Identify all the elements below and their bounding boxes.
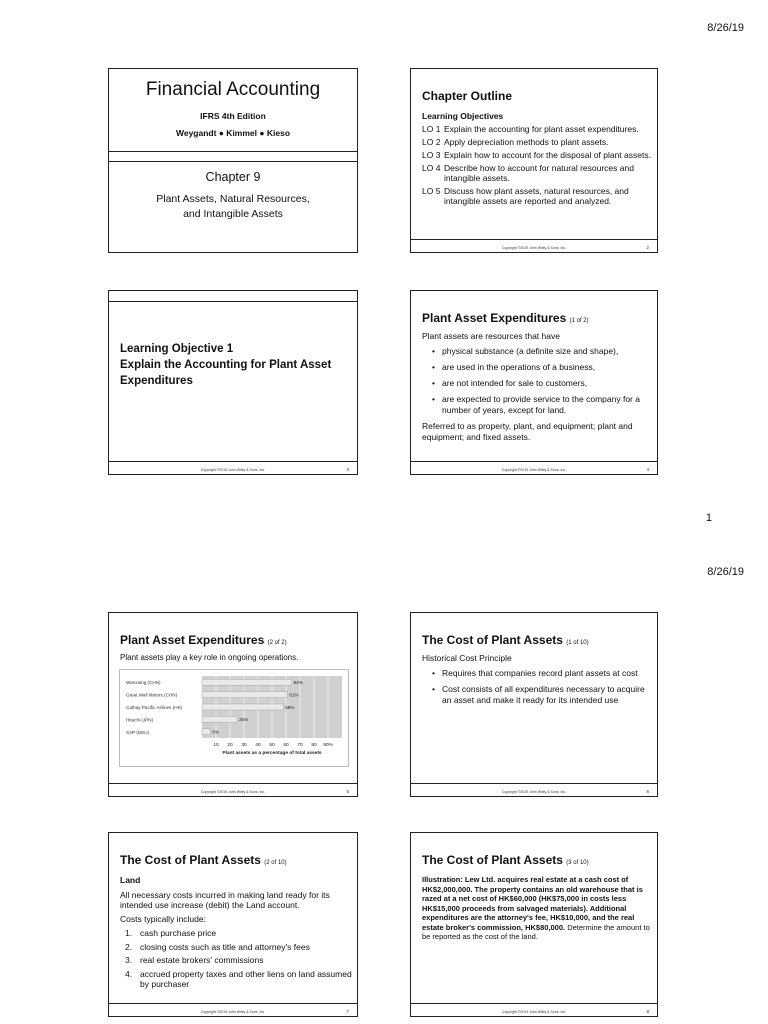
slide-title-heading: Financial Accounting <box>145 79 321 100</box>
header-divider <box>109 301 357 302</box>
slide-plant-asset-expenditures-1 <box>410 290 658 475</box>
slide-subheading: Learning Objectives <box>422 111 504 121</box>
page-date: 8/26/19 <box>707 566 744 578</box>
footer-divider <box>109 1003 357 1004</box>
slide-number: 8 <box>646 1009 649 1014</box>
bar-chart <box>120 670 348 766</box>
slide-number: 3 <box>346 467 349 472</box>
list-item: • are expected to provide service to the company for a number of years, except for land. <box>422 394 652 416</box>
value-label: 58% <box>285 704 295 710</box>
tick-label: 20 <box>227 743 233 748</box>
bar <box>202 704 283 710</box>
numbered-list <box>120 928 352 990</box>
footer-divider <box>109 461 357 462</box>
bar <box>202 692 287 698</box>
slide-subtitle-line2: and Intangible Assets <box>183 208 283 220</box>
list-number: 2. <box>125 941 133 952</box>
objective-key: LO 2 <box>422 137 441 147</box>
objective-key: LO 1 <box>422 124 441 134</box>
slide-heading-note: (1 of 10) <box>566 640 589 646</box>
list-text: closing costs such as title and attorney's fees <box>140 941 310 952</box>
value-label: 64% <box>293 680 303 685</box>
objective-key: LO 4 <box>422 163 441 173</box>
slide-subheading: Land <box>120 875 141 885</box>
slide-heading-note: (2 of 10) <box>264 860 287 866</box>
footer-divider <box>411 239 657 240</box>
list-item: • Cost consists of all expenditures necessary to acquire an asset and make it ready for its intended use <box>422 684 652 706</box>
list-item <box>422 186 652 206</box>
bar <box>202 679 292 685</box>
paragraph: All necessary costs incurred in making land ready for its intended use increase (debit) the Land account. <box>120 889 330 910</box>
objective-key: LO 3 <box>422 150 441 160</box>
slide-body <box>422 653 652 711</box>
slide-number: 2 <box>646 245 649 250</box>
copyright: Copyright ©2019 John Wiley & Sons, Inc. <box>200 790 266 794</box>
objective-title <box>120 341 331 389</box>
list-item <box>422 150 652 160</box>
category-label: Great Wall Motors (CHN) <box>126 692 178 698</box>
slide-subheading: Historical Cost Principle <box>422 653 512 663</box>
tick-label: 10 <box>213 743 219 748</box>
footer-divider <box>411 783 657 784</box>
tick-label: 60 <box>283 743 289 748</box>
value-label: 61% <box>289 692 299 698</box>
copyright: Copyright ©2019 John Wiley & Sons, Inc. <box>501 468 567 472</box>
slide-number: 5 <box>346 789 349 794</box>
slide-number: 6 <box>646 789 649 794</box>
slide-heading-text: The Cost of Plant Assets <box>422 853 563 867</box>
list-item <box>120 942 352 953</box>
closing-text: Referred to as property, plant, and equipment; plant and equipment; and fixed assets. <box>422 421 633 442</box>
slide-chapter-outline <box>410 68 658 253</box>
list-item <box>422 163 652 183</box>
slide-heading-text: Plant Asset Expenditures <box>120 633 265 647</box>
list-item <box>422 124 652 134</box>
slide-number: 7 <box>346 1009 349 1014</box>
slide-heading <box>120 633 287 647</box>
category-label: Hitachi (JPN) <box>126 717 154 723</box>
slide-authors: Weygandt ● Kimmel ● Kieso <box>175 128 291 138</box>
slide-number: 4 <box>646 467 649 472</box>
tick-label: 80 <box>311 743 317 748</box>
list-item <box>120 928 352 939</box>
illustration-text: Illustration: Lew Ltd. acquires real estate at a cash cost of HK$2,000,000. The property contains an old warehouse that is razed at a net cost of HK$60,000 (HK$75,000 in costs less HK$15,000 proceeds from salvaged materials). Additional expenditures are the attorney's fee, HK$10,000, and the real estate broker's commission, HK$80,000. <box>422 875 643 932</box>
slide-edition: IFRS 4th Edition <box>200 111 266 121</box>
slide-heading-note: (2 of 2) <box>267 640 287 646</box>
costs-intro: Costs typically include: <box>120 913 206 924</box>
question-text: Determine the amount to be reported as the cost of the land. <box>422 922 650 941</box>
footer-divider <box>109 783 357 784</box>
slide-plant-asset-expenditures-2 <box>108 612 358 797</box>
category-label: SAP (DEU) <box>126 729 150 735</box>
list-number: 4. <box>125 968 133 979</box>
slide-heading <box>422 633 589 647</box>
slide-cost-of-plant-assets-3 <box>410 832 658 1017</box>
list-item <box>422 137 652 147</box>
list-text: real estate brokers' commissions <box>140 955 264 965</box>
list-number: 1. <box>125 928 133 938</box>
slide-body <box>120 875 352 993</box>
divider <box>109 161 357 162</box>
copyright: Copyright ©2019 John Wiley & Sons, Inc. <box>501 1010 567 1014</box>
objective-line2: Explain the Accounting for Plant Asset <box>120 359 332 371</box>
list-text: cash purchase price <box>140 928 217 938</box>
objective-text: Apply depreciation methods to plant assets. <box>444 137 609 147</box>
slide-heading-text: The Cost of Plant Assets <box>422 633 563 647</box>
tick-label: 30 <box>241 743 247 748</box>
slide-cost-of-plant-assets-1 <box>410 612 658 797</box>
list-item <box>120 955 352 966</box>
slide-heading-note: (3 of 10) <box>566 860 589 866</box>
slide-heading-note: (1 of 2) <box>569 318 589 324</box>
slide-heading <box>422 853 589 867</box>
slide-title <box>108 68 358 253</box>
bar <box>202 716 237 722</box>
list-item: • are not intended for sale to customers, <box>422 378 652 389</box>
objective-line3: Expenditures <box>120 375 193 387</box>
objectives-list <box>422 124 652 209</box>
slide-heading-text: The Cost of Plant Assets <box>120 853 261 867</box>
copyright: Copyright ©2019 John Wiley & Sons, Inc. <box>501 246 567 250</box>
slide-heading: Chapter Outline <box>422 89 513 103</box>
divider <box>109 151 357 152</box>
objective-text: Discuss how plant assets, natural resources, and intangible assets are reported and analyzed. <box>444 186 629 206</box>
slide-learning-objective <box>108 290 358 475</box>
copyright: Copyright ©2019 John Wiley & Sons, Inc. <box>200 468 266 472</box>
list-text: accrued property taxes and other liens on land assumed by purchaser <box>140 968 352 989</box>
objective-text: Explain the accounting for plant asset expenditures. <box>444 124 639 134</box>
slide-heading <box>120 853 287 867</box>
slide-heading-text: Plant Asset Expenditures <box>422 311 567 325</box>
slide-subtitle-line1: Plant Assets, Natural Resources, <box>156 193 310 205</box>
x-axis-label: Plant assets as a percentage of total assets <box>222 751 322 756</box>
value-label: 6% <box>212 729 220 735</box>
list-item: • are used in the operations of a business, <box>422 362 652 373</box>
slide-heading <box>422 311 589 325</box>
footer-divider <box>411 461 657 462</box>
slide-chapter: Chapter 9 <box>205 170 261 184</box>
intro-text: Plant assets are resources that have <box>422 331 560 341</box>
objective-text: Describe how to account for natural resources and intangible assets. <box>444 163 634 183</box>
category-label: Cathay Pacific Airlines (HK) <box>126 705 183 710</box>
objective-text: Explain how to account for the disposal of plant assets. <box>444 150 651 160</box>
category-label: Wanxiang (CHN) <box>126 680 161 686</box>
tick-label: 50 <box>269 743 275 748</box>
tick-label: 90% <box>323 743 333 748</box>
bullet-list <box>422 668 652 706</box>
footer-divider <box>411 1003 657 1004</box>
objective-key: LO 5 <box>422 186 441 196</box>
page-number: 1 <box>705 512 712 524</box>
list-number: 3. <box>125 955 133 965</box>
list-item: • physical substance (a definite size and shape), <box>422 346 652 357</box>
copyright: Copyright ©2019 John Wiley & Sons, Inc. <box>200 1010 266 1014</box>
intro-text: Plant assets play a key role in ongoing operations. <box>120 653 299 662</box>
chart-panel <box>119 669 349 767</box>
slide-body <box>422 331 652 443</box>
list-item <box>120 969 352 990</box>
tick-label: 70 <box>297 743 303 748</box>
page-date: 8/26/19 <box>707 22 744 34</box>
list-item: • Requires that companies record plant assets at cost <box>422 668 652 679</box>
bar <box>202 729 210 735</box>
bullet-list <box>422 346 652 416</box>
slide-cost-of-plant-assets-2 <box>108 832 358 1017</box>
copyright: Copyright ©2019 John Wiley & Sons, Inc. <box>501 790 567 794</box>
objective-line1: Learning Objective 1 <box>120 343 234 355</box>
slide-body <box>422 875 652 942</box>
tick-label: 40 <box>255 743 261 748</box>
value-label: 25% <box>239 717 249 723</box>
